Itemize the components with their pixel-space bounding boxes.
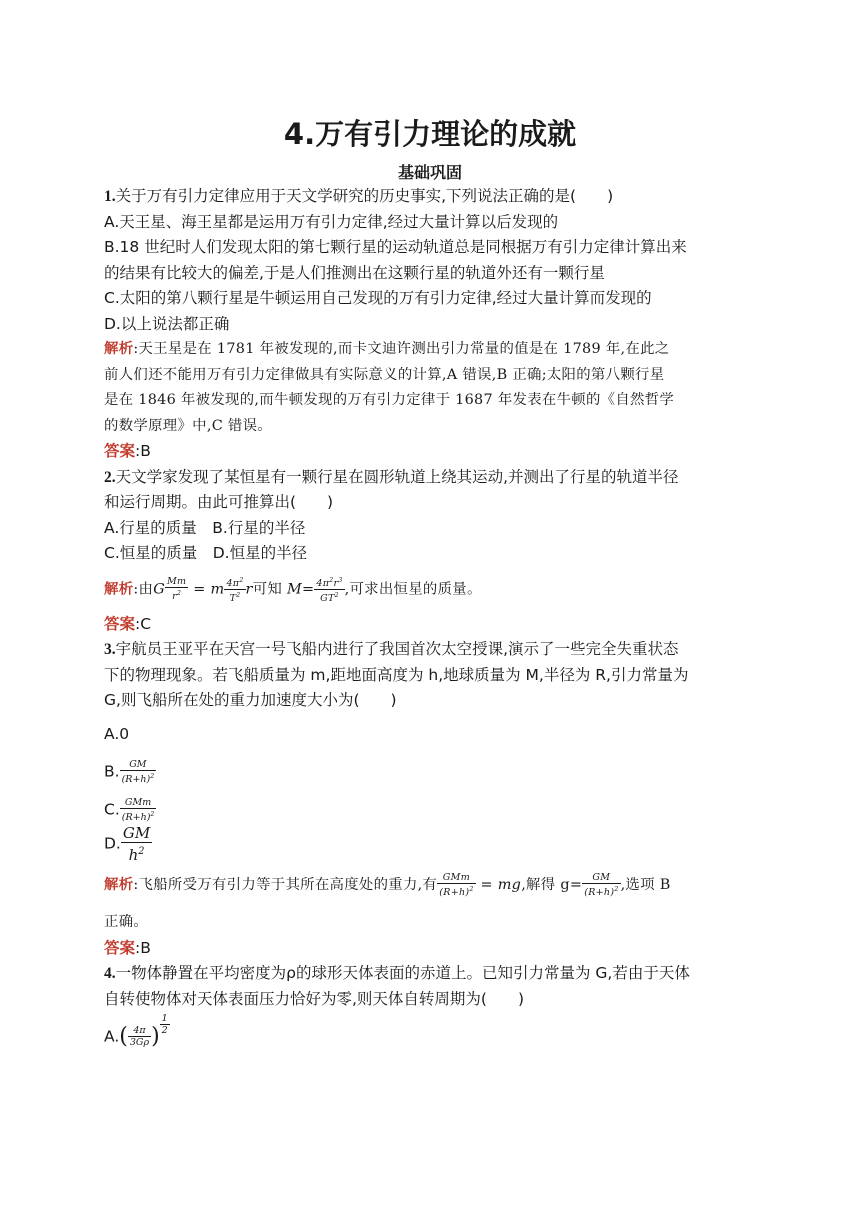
- formula-symbol: r: [245, 581, 253, 598]
- page-title: 4.万有引力理论的成就: [283, 117, 577, 151]
- analysis-text: ,选项 B: [620, 876, 671, 893]
- question-list: [104, 184, 756, 1050]
- option-label: D.: [104, 834, 121, 853]
- analysis-formula-line: [104, 872, 756, 899]
- question-stem-continued: 和运行周期。由此可推算出( ): [104, 493, 334, 511]
- option-a: A.0: [104, 724, 130, 743]
- question-number: 2.: [104, 468, 116, 486]
- formula-fraction: $\frac{\text{GMm}}{(R+h)^2}$: [121, 797, 155, 824]
- option-c: [104, 797, 756, 823]
- formula-paren: (: [119, 1024, 128, 1050]
- question-1: [104, 184, 756, 465]
- question-stem-continued: 自转使物体对天体表面压力恰好为零,则天体自转周期为( ): [104, 989, 525, 1008]
- analysis-text: :天王星是在 1781 年被发现的,而卡文迪许测出引力常量的值是在 1789 年,在此之: [133, 341, 670, 357]
- formula-symbol: G: [153, 581, 166, 598]
- option-a: A.天王星、海王星都是运用万有引力定律,经过大量计算以后发现的: [104, 212, 559, 231]
- question-number: 3.: [104, 641, 116, 659]
- formula-fraction: $\frac{4\pi^2r^3}{GT^2}$: [316, 576, 343, 604]
- formula-text: = m: [188, 581, 225, 598]
- options-cd: C.恒星的质量 D.恒星的半径: [104, 544, 308, 562]
- formula-fraction: $\frac{\text{GMm}}{(R+h)^2}$: [439, 871, 474, 898]
- option-label: A.: [104, 1027, 120, 1046]
- formula-fraction: $\frac{Mm}{r^2}$: [167, 576, 187, 603]
- formula-fraction: $\frac{4\pi^2}{T^2}$: [226, 576, 244, 604]
- answer-label: 答案: [104, 442, 136, 460]
- formula-text: = mg: [475, 876, 522, 893]
- option-b: [104, 759, 756, 785]
- analysis-label: 解析: [104, 341, 134, 357]
- section-heading: 基础巩固: [397, 163, 462, 182]
- analysis-label: 解析: [104, 876, 134, 893]
- analysis-text: 前人们还不能用万有引力定律做具有实际意义的计算,A 错误,B 正确;太阳的第八颗行星: [104, 366, 665, 383]
- question-2: [104, 465, 756, 638]
- question-number: 4.: [104, 965, 116, 983]
- analysis-text: 的数学原理》中,C 错误。: [104, 417, 272, 434]
- option-d: D.以上说法都正确: [104, 314, 230, 333]
- question-stem: 宇航员王亚平在天宫一号飞船内进行了我国首次太空授课,演示了一些完全失重状态: [115, 640, 679, 659]
- question-stem: 关于万有引力定律应用于天文学研究的历史事实,下列说法正确的是( ): [115, 187, 614, 205]
- analysis-formula-line: [104, 575, 756, 604]
- analysis-text: 正确。: [104, 914, 149, 931]
- question-stem-continued: G,则飞船所在处的重力加速度大小为( ): [104, 691, 397, 710]
- formula-fraction: $\frac{GM}{h^2}$: [122, 823, 151, 864]
- option-d: [104, 824, 756, 864]
- analysis-text: 是在 1846 年被发现的,而牛顿发现的万有引力定律于 1687 年发表在牛顿的《自然哲学: [104, 392, 675, 408]
- analysis-text: 可知: [252, 581, 283, 598]
- analysis-text: ,解得 g=: [521, 876, 583, 893]
- formula-fraction: $\frac{GM}{(R+h)^2}$: [121, 759, 155, 786]
- answer-value: :B: [135, 938, 151, 957]
- question-stem-continued: 下的物理现象。若飞船质量为 m,距地面高度为 h,地球质量为 M,半径为 R,引力常量为: [104, 665, 689, 684]
- option-b: B.18 世纪时人们发现太阳的第七颗行星的运动轨道总是同根据万有引力定律计算出来: [104, 238, 687, 256]
- answer-label: 答案: [104, 938, 136, 957]
- analysis-text: :由: [133, 581, 154, 598]
- question-stem: 一物体静置在平均密度为ρ的球形天体表面的赤道上。已知引力常量为 G,若由于天体: [115, 964, 690, 983]
- formula-fraction: $\frac{GM}{(R+h)^2}$: [584, 871, 619, 898]
- question-number: 1.: [104, 188, 116, 205]
- option-c: C.太阳的第八颗行星是牛顿运用自己发现的万有引力定律,经过大量计算而发现的: [104, 289, 652, 307]
- option-a: [104, 1013, 756, 1050]
- question-4: [104, 961, 756, 1050]
- analysis-label: 解析: [104, 581, 134, 598]
- question-stem: 天文学家发现了某恒星有一颗行星在圆形轨道上绕其运动,并测出了行星的轨道半径: [115, 467, 679, 486]
- option-label: B.: [104, 762, 120, 781]
- question-3: [104, 637, 756, 961]
- analysis-text: ,可求出恒星的质量。: [344, 581, 482, 598]
- answer-value: :B: [135, 442, 151, 460]
- analysis-text: :飞船所受万有引力等于其所在高度处的重力,有: [133, 876, 438, 893]
- formula-text: M=: [282, 581, 315, 598]
- formula-fraction: $\frac{4\pi}{3G\rho}$: [129, 1025, 150, 1049]
- formula-paren: ): [151, 1024, 160, 1050]
- answer-label: 答案: [104, 614, 136, 633]
- options-ab: A.行星的质量 B.行星的半径: [104, 518, 306, 537]
- answer-value: :C: [135, 614, 152, 633]
- option-label: C.: [104, 801, 120, 820]
- formula-exponent: $\frac{1}{2}$: [161, 1013, 168, 1037]
- option-b-continued: 的结果有比较大的偏差,于是人们推测出在这颗行星的轨道外还有一颗行星: [104, 263, 605, 282]
